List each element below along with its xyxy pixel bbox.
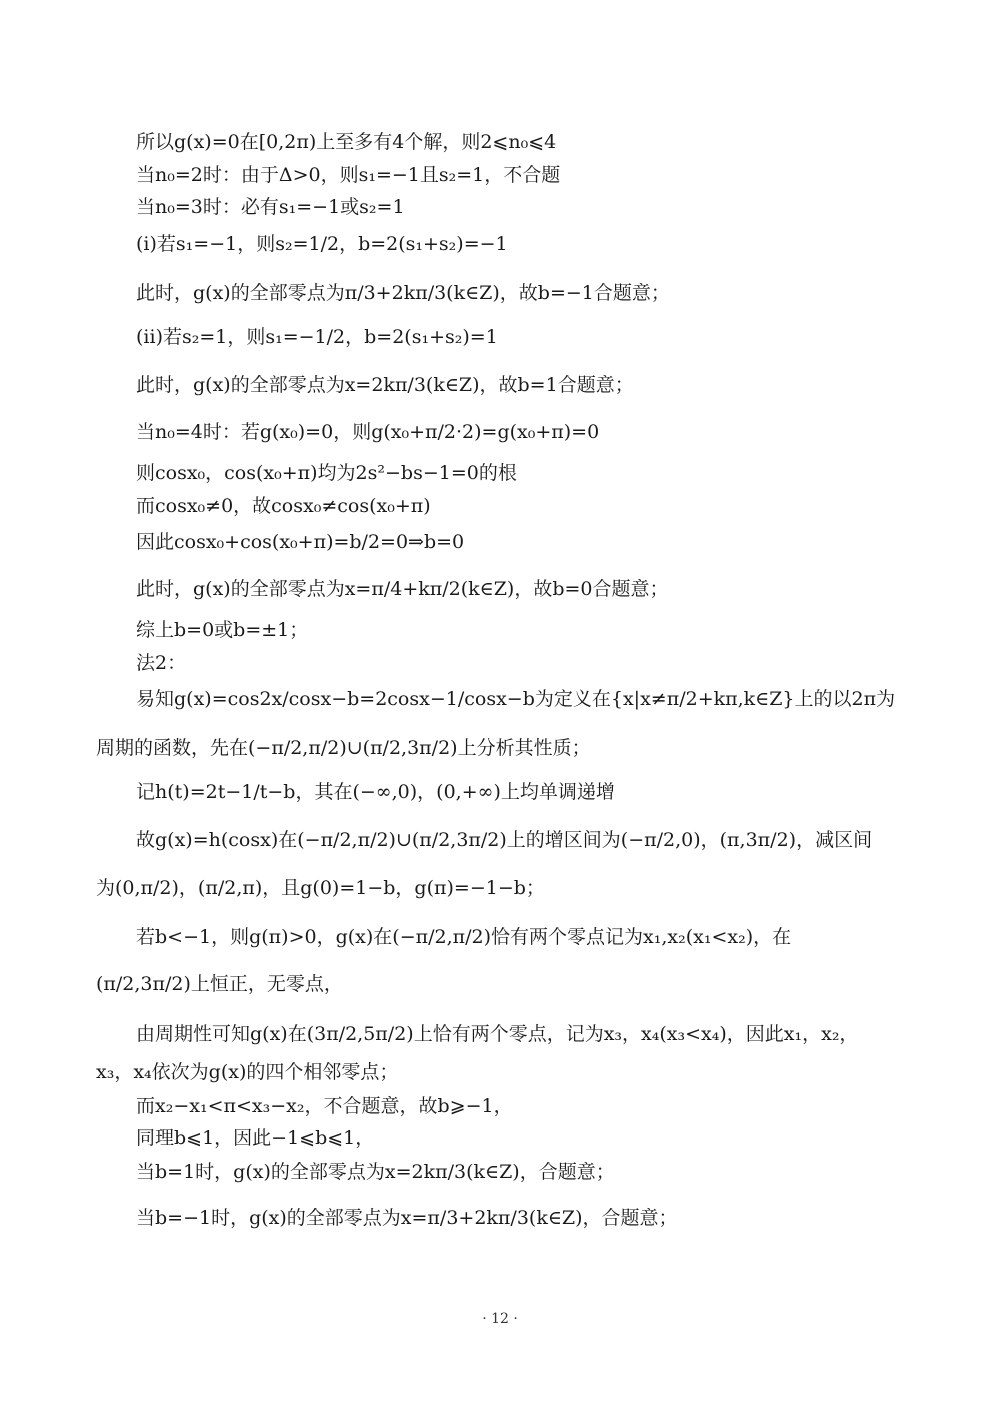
text-line: 由周期性可知g(x)在(3π/2,5π/2)上恰有两个零点，记为x₃，x₄(x₃<x₄)，因此x₁，x₂， [136,1023,859,1045]
text-line: 此时，g(x)的全部零点为x=π/4+kπ/2(k∈Z)，故b=0合题意； [136,578,669,600]
text-line: 此时，g(x)的全部零点为π/3+2kπ/3(k∈Z)，故b=−1合题意； [136,282,670,304]
text-line: 记h(t)=2t−1/t−b，其在(−∞,0)，(0,+∞)上均单调递增 [136,781,615,803]
text-line: 当n₀=4时：若g(x₀)=0，则g(x₀+π/2·2)=g(x₀+π)=0 [136,421,600,443]
text-line: 为(0,π/2)，(π/2,π)，且g(0)=1−b，g(π)=−1−b； [96,877,545,899]
text-line: 周期的函数，先在(−π/2,π/2)∪(π/2,3π/2)上分析其性质； [96,737,591,759]
text-line: 当b=1时，g(x)的全部零点为x=2kπ/3(k∈Z)，合题意； [136,1161,615,1183]
text-line: 则cosx₀，cos(x₀+π)均为2s²−bs−1=0的根 [136,462,517,484]
text-line: (i)若s₁=−1，则s₂=1/2，b=2(s₁+s₂)=−1 [136,233,508,255]
text-line: 综上b=0或b=±1； [136,619,309,641]
text-line: 故g(x)=h(cosx)在(−π/2,π/2)∪(π/2,3π/2)上的增区间为(−π/2,0)，(π,3π/2)，减区间 [136,829,873,851]
text-line: x₃，x₄依次为g(x)的四个相邻零点； [96,1061,399,1083]
text-line: 当n₀=3时：必有s₁=−1或s₂=1 [136,196,405,218]
text-line: 而x₂−x₁<π<x₃−x₂，不合题意，故b⩾−1， [136,1095,513,1117]
text-line: 同理b⩽1，因此−1⩽b⩽1， [136,1127,375,1149]
text-line: 所以g(x)=0在[0,2π)上至多有4个解，则2⩽n₀⩽4 [136,131,557,153]
text-line: 若b<−1，则g(π)>0，g(x)在(−π/2,π/2)恰有两个零点记为x₁,x₂(x₁<x₂)，在 [136,926,792,948]
text-line: (π/2,3π/2)上恒正，无零点， [96,973,343,995]
text-line: 当b=−1时，g(x)的全部零点为x=π/3+2kπ/3(k∈Z)，合题意； [136,1207,678,1229]
text-line: 此时，g(x)的全部零点为x=2kπ/3(k∈Z)，故b=1合题意； [136,374,634,396]
page-number: · 12 · [482,1311,518,1327]
text-line: 因此cosx₀+cos(x₀+π)=b/2=0⇒b=0 [136,531,465,553]
text-line: 易知g(x)=cos2x/cosx−b=2cosx−1/cosx−b为定义在{x|x≠π/2+kπ,k∈Z}上的以2π为 [136,688,896,710]
text-line: (ii)若s₂=1，则s₁=−1/2，b=2(s₁+s₂)=1 [136,326,498,348]
text-line: 当n₀=2时：由于Δ>0，则s₁=−1且s₂=1，不合题 [136,164,561,186]
text-line: 法2： [136,652,187,674]
text-line: 而cosx₀≠0，故cosx₀≠cos(x₀+π) [136,495,431,517]
